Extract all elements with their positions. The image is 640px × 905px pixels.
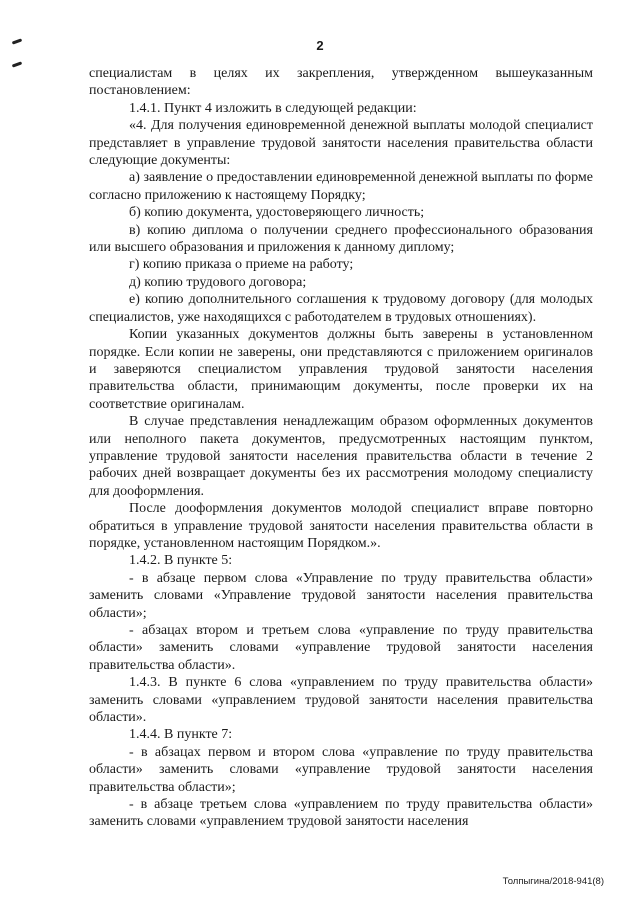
- paragraph: б) копию документа, удостоверяющего личность;: [129, 205, 425, 221]
- paragraph: - в абзаце первом слова «Управление по труду правительства области» заменить словами «Управление трудовой занятости населения правительства области»;: [89, 570, 593, 621]
- paragraph: - в абзацах первом и втором слова «управление по труду правительства области» заменить словами «управление трудовой занятости населения правительства области»;: [89, 744, 593, 795]
- paragraph: 1.4.2. В пункте 5:: [129, 553, 233, 569]
- paragraph: 1.4.3. В пункте 6 слова «управлением по труду правительства области» заменить словами «управлением трудовой занятости населения правительства области».: [89, 675, 593, 726]
- paragraph: специалистам в целях их закрепления, утвержденном вышеуказанным постановлением:: [89, 66, 593, 99]
- paragraph: После дооформления документов молодой специалист вправе повторно обратиться в управление трудовой занятости населения правительства области в порядке, установленном настоящим Порядком.».: [89, 501, 593, 551]
- paragraph: - в абзаце третьем слова «управлением по труду правительства области» заменить словами «управлением трудовой занятости населения: [89, 797, 593, 830]
- paragraph: - абзацах втором и третьем слова «управление по труду правительства области» заменить словами «управление трудовой занятости населения правительства области».: [89, 623, 593, 673]
- document-body: [89, 65, 593, 831]
- paragraph: В случае представления ненадлежащим образом оформленных документов или неполного пакета документов, предусмотренных настоящим пунктом, управление трудовой занятости населения правительства области в течение 2 рабочих дней возвращает документы без их рассмотрения молодому специалисту для дооформления.: [89, 414, 593, 499]
- paragraph: в) копию диплома о получении среднего профессионального образования или высшего образования и приложения к данному диплому;: [89, 222, 593, 256]
- paragraph: «4. Для получения единовременной денежной выплаты молодой специалист представляет в управление трудовой занятости населения правительства области следующие документы:: [89, 118, 593, 169]
- scan-mark: [12, 61, 22, 67]
- page-number: 2: [316, 38, 324, 53]
- paragraph: а) заявление о предоставлении единовременной денежной выплаты по форме согласно приложению к настоящему Порядку;: [89, 170, 593, 203]
- document-reference: Толпыгина/2018-941(8): [502, 876, 604, 887]
- paragraph: г) копию приказа о приеме на работу;: [129, 257, 354, 273]
- paragraph: Копии указанных документов должны быть заверены в установленном порядке. Если копии не заверены, они представляются с приложением оригиналов и заверяются специалистом управления трудовой занятости населения правительства области, принимающим документы, после проверки их на соответствие оригиналам.: [89, 327, 593, 412]
- paragraph: е) копию дополнительного соглашения к трудовому договору (для молодых специалистов, уже находящихся с работодателем в трудовых отношениях).: [89, 292, 593, 325]
- paragraph: д) копию трудового договора;: [129, 274, 307, 290]
- paragraph: 1.4.4. В пункте 7:: [129, 727, 233, 743]
- paragraph: 1.4.1. Пункт 4 изложить в следующей редакции:: [129, 100, 417, 116]
